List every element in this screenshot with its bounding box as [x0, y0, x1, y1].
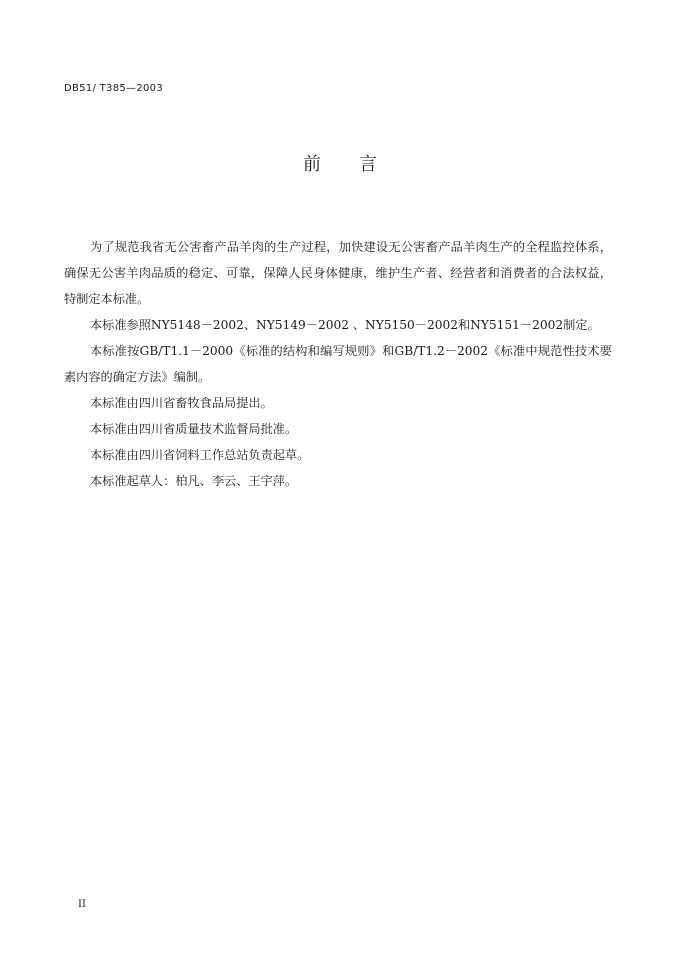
paragraph-proposed-by: 本标准由四川省畜牧食品局提出。: [90, 396, 273, 410]
paragraph-drafters: 本标准起草人：柏凡、李云、王宇萍。: [90, 474, 298, 488]
page-number: II: [78, 899, 86, 910]
paragraph-approved-by: 本标准由四川省质量技术监督局批准。: [90, 422, 298, 436]
page-title: 前言: [303, 154, 415, 175]
foreword-body: [64, 234, 612, 494]
document-code: DB51/ T385—2003: [64, 83, 163, 94]
paragraph-drafted-by: 本标准由四川省饲料工作总站负责起草。: [90, 448, 310, 462]
paragraph-references: 本标准参照NY5148－2002、NY5149－2002 、NY5150－2002和NY5151－2002制定。: [90, 318, 600, 332]
paragraph-drafting-rules: 本标准按GB/T1.1－2000《标准的结构和编写规则》和GB/T1.2－2002《标准中规范性技术要素内容的确定方法》编制。: [64, 344, 612, 384]
paragraph-purpose: 为了规范我省无公害畜产品羊肉的生产过程，加快建设无公害畜产品羊肉生产的全程监控体系，确保无公害羊肉品质的稳定、可靠，保障人民身体健康，维护生产者、经营者和消费者的合法权益，特制定本标准。: [64, 240, 612, 306]
